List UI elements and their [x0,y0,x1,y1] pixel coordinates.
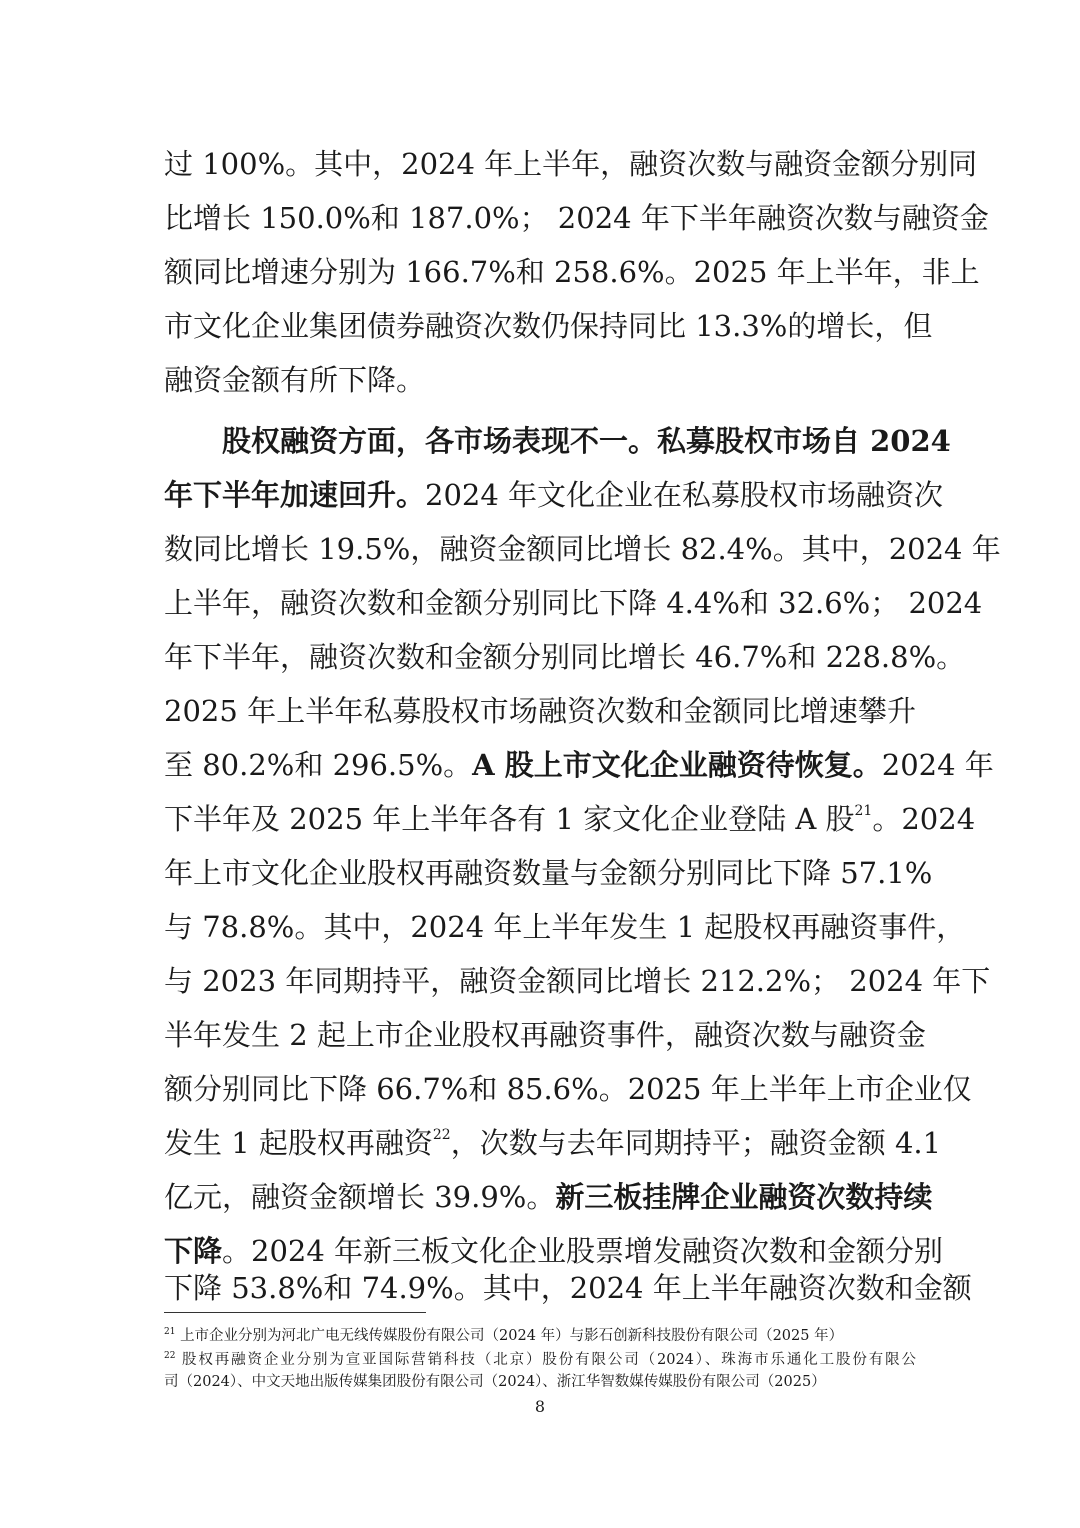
body-line [164,792,976,846]
body-line: 过 100%。其中，2024 年上半年，融资次数与融资金额分别同 [164,147,978,181]
body-line: 数同比增长 19.5%，融资金额同比增长 82.4%。其中，2024 年 [164,532,1001,566]
footnote-text: 股权再融资企业分别为宣亚国际营销科技（北京）股份有限公司（2024）、珠海市乐通化工股份有限公 [181,1352,917,1368]
bold-heading: 下降 [164,1234,223,1268]
footnote-mark: 21 [164,1327,176,1337]
footnote-divider [164,1312,426,1313]
body-line: 与 2023 年同期持平，融资金额同比增长 212.2%； 2024 年下 [164,964,991,998]
body-text: 至 80.2%和 296.5%。 [164,748,473,782]
bold-heading: A 股上市文化企业融资待恢复。 [472,748,882,782]
body-line: 2025 年上半年私募股权市场融资次数和金额同比增速攀升 [164,694,916,728]
body-line [164,468,944,522]
body-text: ，次数与去年同期持平；融资金额 4.1 [450,1126,942,1160]
body-text: 下半年及 2025 年上半年各有 1 家文化企业登陆 A 股 [164,802,855,836]
body-line [164,738,994,792]
body-line: 下降 53.8%和 74.9%。其中，2024 年上半年融资次数和金额 [164,1271,972,1305]
page-number: 8 [534,1397,546,1416]
footnote-22-continued: 司（2024）、中文天地出版传媒集团股份有限公司（2024）、浙江华智数媒传媒股份有限公司（2025） [164,1374,826,1390]
body-line: 市文化企业集团债券融资次数仍保持同比 13.3%的增长，但 [164,309,933,343]
bold-heading: 年下半年加速回升。 [164,478,426,512]
body-line [164,1116,942,1170]
body-line: 比增长 150.0%和 187.0%； 2024 年下半年融资次数与融资金 [164,201,989,235]
footnote-22 [164,1350,916,1371]
footnote-ref[interactable]: 21 [854,803,873,819]
body-line: 融资金额有所下降。 [164,363,426,397]
body-line: 半年发生 2 起上市企业股权再融资事件，融资次数与融资金 [164,1018,926,1052]
body-line-bold: 股权融资方面，各市场表现不一。私募股权市场自 2024 [222,424,951,458]
footnote-mark: 22 [164,1351,176,1361]
body-line [164,1170,933,1224]
body-line: 额分别同比下降 66.7%和 85.6%。2025 年上半年上市企业仅 [164,1072,972,1106]
footnote-21 [164,1326,916,1347]
bold-heading: 新三板挂牌企业融资次数持续 [555,1180,933,1214]
body-line: 年下半年，融资次数和金额分别同比增长 46.7%和 228.8%。 [164,640,966,674]
body-text: 。2024 年新三板文化企业股票增发融资次数和金额分别 [222,1234,944,1268]
body-line: 额同比增速分别为 166.7%和 258.6%。2025 年上半年，非上 [164,255,980,289]
body-text: 发生 1 起股权再融资 [164,1126,433,1160]
body-text: 2024 年文化企业在私募股权市场融资次 [425,478,944,512]
footnote-ref[interactable]: 22 [432,1127,451,1143]
body-line [164,1224,944,1278]
body-line: 上半年，融资次数和金额分别同比下降 4.4%和 32.6%； 2024 [164,586,983,620]
body-text: 亿元，融资金额增长 39.9%。 [164,1180,556,1214]
body-text: 。2024 [872,802,976,836]
body-line: 与 78.8%。其中，2024 年上半年发生 1 起股权再融资事件， [164,910,966,944]
body-text: 2024 年 [881,748,994,782]
footnote-text: 上市企业分别为河北广电无线传媒股份有限公司（2024 年）与影石创新科技股份有限公司（2025 年） [180,1328,844,1344]
body-line: 年上市文化企业股权再融资数量与金额分别同比下降 57.1% [164,856,933,890]
